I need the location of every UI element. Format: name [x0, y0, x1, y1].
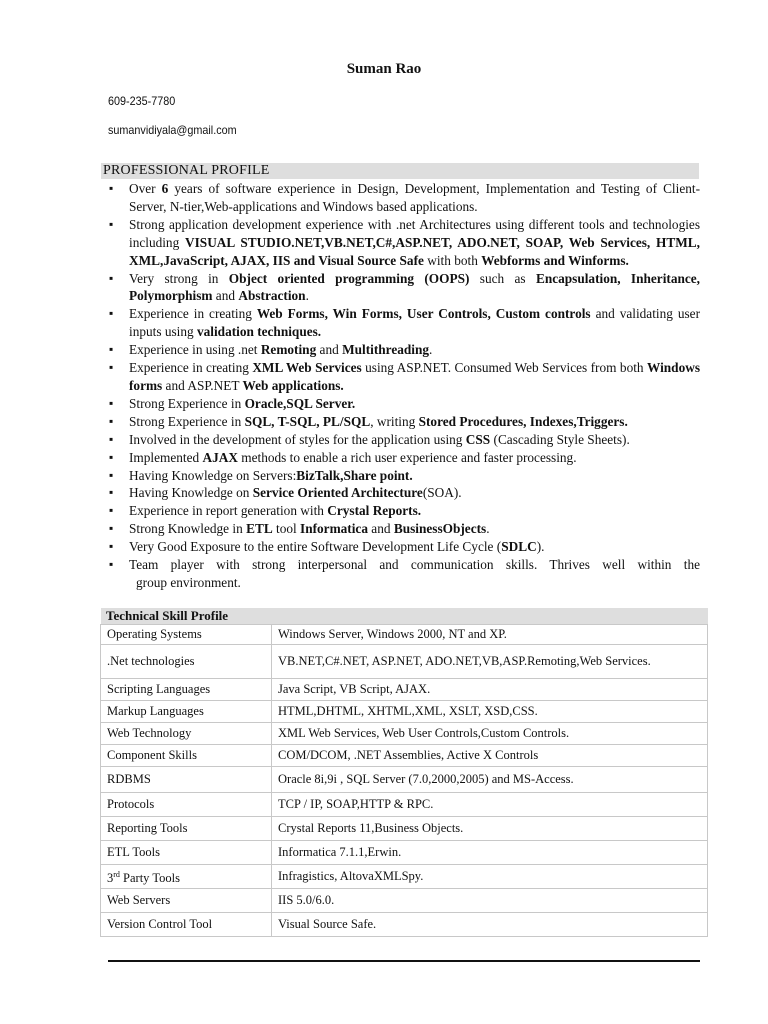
bullet-text: Having Knowledge on Servers: [129, 467, 297, 483]
bullet-text: such as [469, 270, 536, 286]
skill-category: 3rd Party Tools [101, 865, 272, 889]
bullet-emphasis: Encapsulation, Inheritance, Polymorphism [129, 270, 700, 304]
skill-category: Operating Systems [101, 625, 272, 645]
bullet-text: Implemented [129, 449, 203, 465]
profile-bullet [101, 556, 700, 574]
skill-category: RDBMS [101, 767, 272, 793]
bullet-text: Involved in the development of styles for the application using [129, 431, 466, 447]
skill-value: Java Script, VB Script, AJAX. [272, 679, 708, 701]
bullet-emphasis: Windows forms [129, 360, 700, 393]
bullet-text: and ASP.NET [162, 377, 243, 393]
bullet-text: . [305, 288, 309, 304]
bullet-emphasis: Webforms and Winforms. [481, 252, 629, 268]
technical-skill-heading: Technical Skill Profile [101, 608, 708, 624]
bullet-emphasis: VISUAL STUDIO.NET,VB.NET,C#,ASP.NET, ADO.NET, SOAP, Web Services, HTML, XML,JavaScript, AJAX, IIS and Visual Source Safe [129, 234, 700, 268]
bullet-text: Very Good Exposure to the entire Software Development Life Cycle ( [129, 539, 502, 555]
profile-bullet [101, 449, 700, 467]
bullet-text: Strong Experience in [129, 413, 245, 429]
profile-bullet [101, 216, 700, 270]
bullet-emphasis: Object oriented programming (OOPS) [228, 270, 470, 286]
skill-row [101, 793, 708, 817]
skill-value: IIS 5.0/6.0. [272, 889, 708, 913]
skill-category: Protocols [101, 793, 272, 817]
skill-category: Web Technology [101, 723, 272, 745]
skill-value: Windows Server, Windows 2000, NT and XP. [272, 625, 708, 645]
bullet-emphasis: Multithreading [342, 342, 430, 358]
bullet-text: with both [423, 252, 482, 268]
bullet-emphasis: 6 [161, 181, 169, 196]
profile-bullet [101, 413, 700, 431]
skill-row [101, 817, 708, 841]
phone-number: 609-235-7780 [108, 94, 176, 108]
skill-value: TCP / IP, SOAP,HTTP & RPC. [272, 793, 708, 817]
bullet-emphasis: validation techniques. [196, 324, 322, 340]
candidate-name: Suman Rao [346, 61, 422, 77]
skill-value: Oracle 8i,9i , SQL Server (7.0,2000,2005) and MS-Access. [272, 767, 708, 793]
bullet-emphasis: BizTalk,Share point. [296, 467, 413, 483]
skill-row [101, 841, 708, 865]
bullet-text: and [316, 342, 343, 358]
bullet-emphasis: Stored Procedures, Indexes,Triggers. [418, 413, 628, 429]
skill-value: HTML,DHTML, XHTML,XML, XSLT, XSD,CSS. [272, 701, 708, 723]
skill-value: COM/DCOM, .NET Assemblies, Active X Controls [272, 745, 708, 767]
bullet-text: Experience in report generation with [129, 503, 328, 519]
bullet-text: methods to enable a rich user experience and faster processing. [237, 449, 577, 465]
bullet-continuation: group environment. [136, 574, 241, 590]
technical-skills-table [100, 624, 708, 937]
profile-bullet [101, 467, 700, 485]
bullet-emphasis: XML Web Services [252, 360, 362, 376]
skill-value: Informatica 7.1.1,Erwin. [272, 841, 708, 865]
bullet-text: Strong Knowledge in [129, 521, 247, 537]
bullet-text: using ASP.NET. Consumed Web Services from both [361, 360, 648, 376]
bullet-text: and validating user inputs using [129, 306, 701, 340]
skill-category: Reporting Tools [101, 817, 272, 841]
skill-row [101, 865, 708, 889]
professional-profile-heading: PROFESSIONAL PROFILE [101, 163, 699, 179]
skill-category: ETL Tools [101, 841, 272, 865]
skill-row [101, 767, 708, 793]
bullet-text: . [429, 342, 433, 358]
bullet-text: ). [536, 539, 545, 555]
profile-bullet [101, 305, 700, 341]
skill-value: VB.NET,C#.NET, ASP.NET, ADO.NET,VB,ASP.Remoting,Web Services. [272, 645, 708, 679]
bullet-text: and [367, 521, 394, 537]
skill-row [101, 723, 708, 745]
bullet-text: Team player with strong interpersonal and communication skills. Thrives well within the [129, 557, 700, 573]
skill-row [101, 679, 708, 701]
bullet-emphasis: BusinessObjects [393, 521, 487, 537]
bullet-emphasis: Web applications. [242, 377, 344, 393]
bullet-text: years of software experience in Design, Development, Implementation and Testing of Client-Server, N-tier,Web-applications and Windows based applications. [129, 181, 700, 214]
profile-bullet [101, 359, 700, 395]
skill-category: Web Servers [101, 889, 272, 913]
profile-bullet [101, 341, 700, 359]
bullet-emphasis: AJAX [202, 449, 238, 465]
bullet-text: Experience in creating [129, 306, 257, 322]
profile-bullet [101, 502, 700, 520]
bullet-emphasis: Remoting [260, 342, 317, 358]
profile-bullet [101, 180, 700, 216]
bullet-text: Having Knowledge on [129, 485, 253, 501]
bullet-text: . [486, 521, 490, 537]
bullet-emphasis: Service Oriented Architecture [252, 485, 423, 501]
bullet-emphasis: Crystal Reports. [327, 503, 422, 519]
skill-category: Scripting Languages [101, 679, 272, 701]
profile-bullet [101, 538, 700, 556]
bullet-emphasis: Web Forms, Win Forms, User Controls, Custom controls [256, 306, 591, 322]
skill-value: Infragistics, AltovaXMLSpy. [272, 865, 708, 889]
skill-value: XML Web Services, Web User Controls,Custom Controls. [272, 723, 708, 745]
skill-value: Visual Source Safe. [272, 913, 708, 937]
bullet-text: Strong application development experience with .net Architectures using different tools and technologies including [129, 216, 700, 250]
profile-bullet [101, 431, 700, 449]
skill-row [101, 645, 708, 679]
profile-bullet-list [101, 180, 700, 592]
bullet-text: , writing [370, 413, 419, 429]
bullet-emphasis: Abstraction [238, 288, 306, 304]
bullet-text: Strong Experience in [129, 395, 245, 411]
profile-bullet [101, 484, 700, 502]
email-address: sumanvidiyala@gmail.com [108, 123, 237, 137]
skill-row [101, 701, 708, 723]
bottom-divider [108, 960, 700, 962]
bullet-emphasis: SQL, T-SQL, PL/SQL [244, 413, 371, 429]
skill-category: .Net technologies [101, 645, 272, 679]
bullet-text: Experience in creating [129, 360, 253, 376]
skill-row [101, 889, 708, 913]
bullet-emphasis: Oracle,SQL Server. [244, 395, 356, 411]
bullet-text: (Cascading Style Sheets). [490, 431, 630, 447]
profile-bullet [101, 395, 700, 413]
bullet-text: and [212, 288, 239, 304]
skill-row [101, 913, 708, 937]
skill-value: Crystal Reports 11,Business Objects. [272, 817, 708, 841]
bullet-text: Over [129, 181, 162, 196]
bullet-text: (SOA). [422, 485, 462, 501]
profile-bullet [101, 270, 700, 306]
bullet-text: Experience in using .net [129, 342, 261, 358]
skill-category: Component Skills [101, 745, 272, 767]
profile-bullet [101, 520, 700, 538]
bullet-emphasis: ETL [246, 521, 273, 537]
skill-category: Version Control Tool [101, 913, 272, 937]
bullet-text: tool [272, 521, 301, 537]
bullet-text: Very strong in [129, 270, 229, 286]
skill-row [101, 745, 708, 767]
bullet-emphasis: SDLC [501, 539, 537, 555]
skill-category: Markup Languages [101, 701, 272, 723]
bullet-emphasis: Informatica [300, 521, 368, 537]
skill-row [101, 625, 708, 645]
bullet-emphasis: CSS [465, 431, 491, 447]
